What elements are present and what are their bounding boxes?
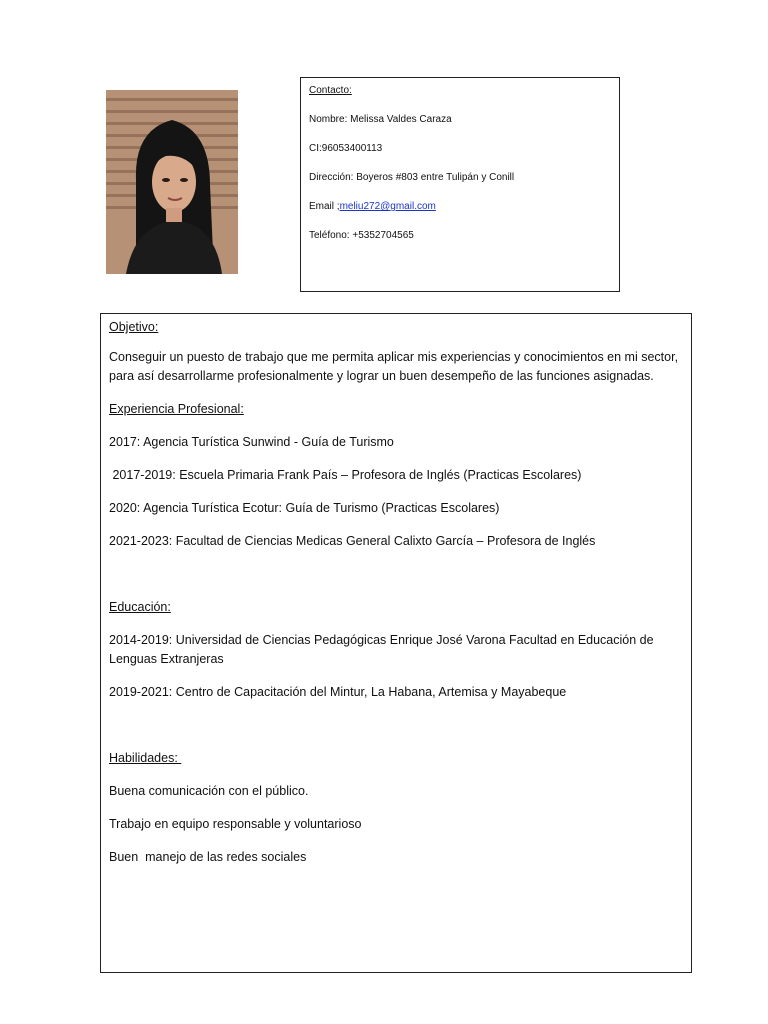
contact-address: Dirección: Boyeros #803 entre Tulipán y Conill — [309, 172, 515, 183]
contact-email-row — [309, 200, 611, 214]
education-heading: Educación: — [109, 600, 171, 614]
skills-item: Buen manejo de las redes sociales — [109, 850, 307, 864]
contact-phone: Teléfono: +5352704565 — [309, 230, 414, 241]
skills-heading: Habilidades: — [109, 751, 182, 765]
objective-heading: Objetivo: — [109, 320, 159, 334]
education-item: 2014-2019: Universidad de Ciencias Pedagógicas Enrique José Varona Facultad en Educación de Lenguas Extranjeras — [109, 633, 654, 666]
contact-email-link[interactable]: meliu272@gmail.com — [339, 201, 436, 212]
resume-body — [100, 313, 692, 973]
experience-item: 2020: Agencia Turística Ecotur: Guía de Turismo (Practicas Escolares) — [109, 501, 500, 515]
experience-item: 2021-2023: Facultad de Ciencias Medicas General Calixto García – Profesora de Inglés — [109, 534, 596, 548]
skills-item: Buena comunicación con el público. — [109, 784, 309, 798]
contact-box — [300, 77, 620, 292]
skills-item: Trabajo en equipo responsable y voluntarioso — [109, 817, 362, 831]
contact-name: Nombre: Melissa Valdes Caraza — [309, 114, 452, 125]
contact-heading: Contacto: — [309, 85, 352, 96]
objective-text: Conseguir un puesto de trabajo que me permita aplicar mis experiencias y conocimientos en mi sector, para así desarrollarme profesionalmente y lograr un buen desempeño de las funciones asignadas. — [109, 350, 679, 383]
contact-email-label: Email ; — [309, 201, 340, 212]
contact-ci: CI:96053400113 — [309, 143, 383, 154]
experience-item: 2017: Agencia Turística Sunwind - Guía de Turismo — [109, 435, 394, 449]
experience-item: 2017-2019: Escuela Primaria Frank País – Profesora de Inglés (Practicas Escolares) — [109, 468, 582, 482]
experience-heading: Experiencia Profesional: — [109, 402, 244, 416]
education-item: 2019-2021: Centro de Capacitación del Mintur, La Habana, Artemisa y Mayabeque — [109, 685, 567, 699]
profile-photo — [106, 90, 238, 274]
